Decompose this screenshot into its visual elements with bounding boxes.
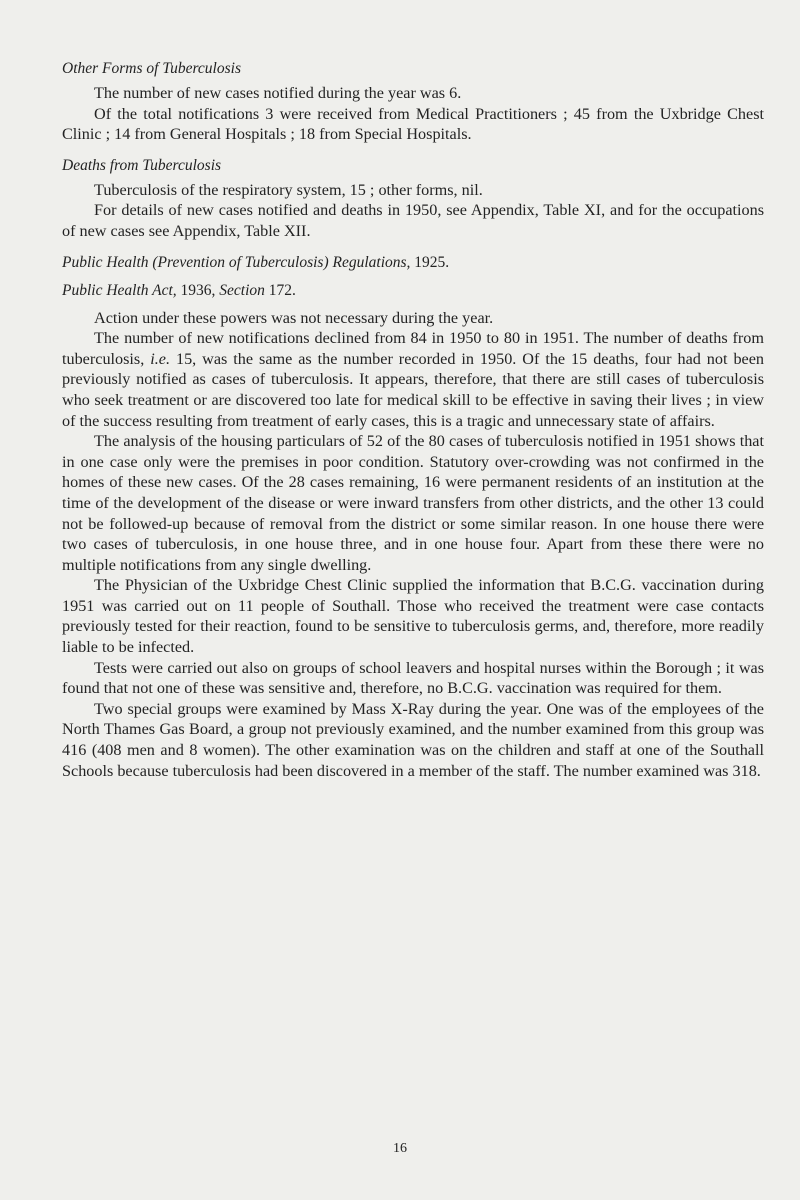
section-heading: Deaths from Tuberculosis bbox=[62, 156, 222, 174]
page-number: 16 bbox=[393, 1141, 407, 1156]
text-run-italic: i.e. bbox=[150, 349, 171, 368]
act-section-number: 172. bbox=[264, 281, 296, 299]
paragraph: For details of new cases notified and deaths in 1950, see Appendix, Table XI, and for the occupations of new cases see Appendix, Table XII. bbox=[62, 201, 764, 240]
paragraph: The number of new cases notified during the year was 6. bbox=[94, 84, 462, 102]
regulations-year: 1925. bbox=[410, 253, 450, 271]
act-year: 1936, bbox=[176, 281, 220, 299]
paragraph: Tests were carried out also on groups of school leavers and hospital nurses within the Borough ; it was found that not one of these was sensitive and, therefore, no B.C.G. vaccination was required for them. bbox=[62, 658, 764, 698]
act-heading bbox=[62, 280, 764, 302]
section-deaths bbox=[62, 155, 764, 242]
text-run: 15, was the same as the number recorded in 1950. Of the 15 deaths, four had not been previously notified as cases of tuberculosis. It appears, therefore, that there are still cases of tuberculosis who seek treatment or are discovered too late for medical skill to be effective in saving their lives ; in view of the success resulting from treatment of early cases, this is a tragic and unnecessary state of affairs. bbox=[62, 349, 764, 430]
regulations-heading bbox=[62, 252, 764, 274]
section-heading: Other Forms of Tuberculosis bbox=[62, 60, 241, 77]
paragraph: Two special groups were examined by Mass X-Ray during the year. One was of the employees of the North Thames Gas Board, a group not previously examined, and the number examined from this group was 416 (408 men and 8 women). The other examination was on the children and staff at one of the Southall Schools because tuberculosis had been discovered in a member of the staff. The number examined was 318. bbox=[62, 699, 764, 780]
paragraph bbox=[62, 328, 764, 431]
paragraph: Tuberculosis of the respiratory system, 15 ; other forms, nil. bbox=[94, 180, 483, 199]
paragraph: Action under these powers was not necessary during the year. bbox=[94, 308, 494, 327]
section-other-forms bbox=[62, 58, 764, 145]
text-run: The number of new notifications declined from 84 in 1950 to 80 in 1951. The number of deaths from tuberculosis, bbox=[62, 329, 764, 368]
act-section-label: Section bbox=[219, 281, 265, 299]
regulations-title: Public Health (Prevention of Tuberculosis) Regulations, bbox=[62, 253, 411, 271]
paragraph: Of the total notifications 3 were received from Medical Practitioners ; 45 from the Uxbridge Chest Clinic ; 14 from General Hospitals ; 18 from Special Hospitals. bbox=[62, 104, 764, 144]
act-title: Public Health Act, bbox=[62, 281, 177, 299]
paragraph: The analysis of the housing particulars of 52 of the 80 cases of tuberculosis notified in 1951 shows that in one case only were the premises in poor condition. Statutory over-crowding was not confirmed in the homes of these new cases. Of the 28 cases remaining, 16 were permanent residents of an institution at the time of the development of the disease or were inward transfers from other districts, and the other 13 could not be followed-up because of removal from the district or some similar reason. In one house there were two cases of tuberculosis, in one house three, and in one house four. Apart from these there were no multiple notifications from any single dwelling. bbox=[62, 432, 764, 574]
paragraph: The Physician of the Uxbridge Chest Clinic supplied the information that B.C.G. vaccination during 1951 was carried out on 11 people of Southall. Those who received the treatment were case contacts previously tested for their reaction, found to be sensitive to tuberculosis germs, and, therefore, more readily liable to be infected. bbox=[62, 576, 764, 657]
